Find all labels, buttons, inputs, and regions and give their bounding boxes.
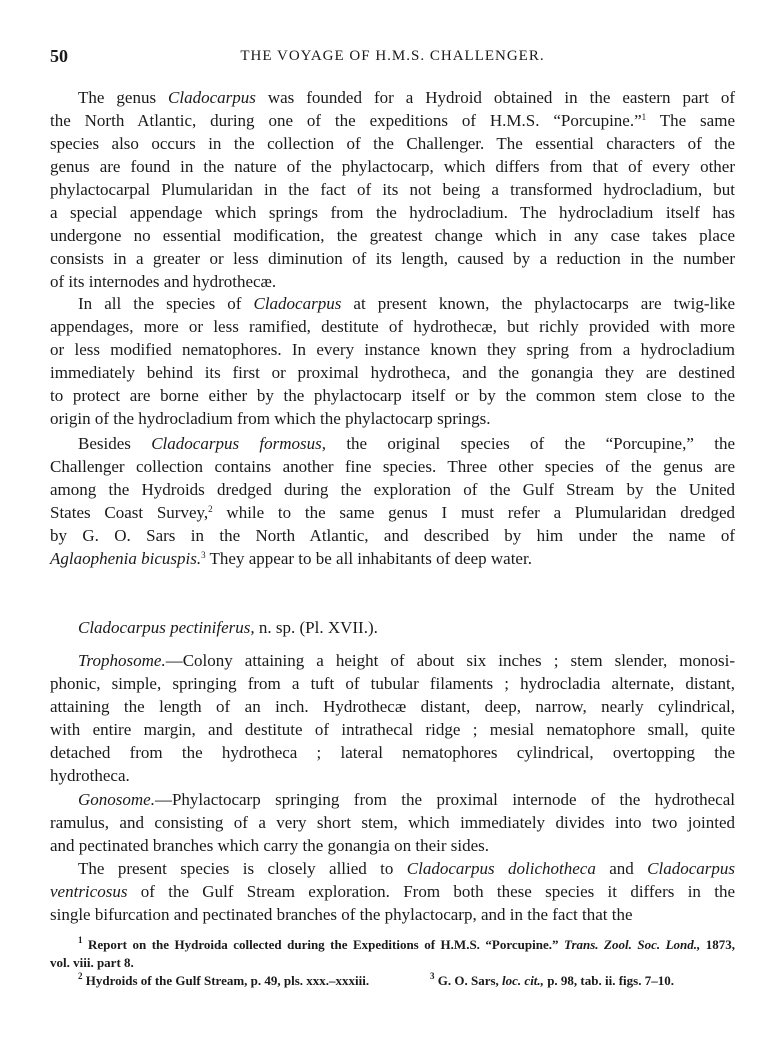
text-run: attaining the length of an inch. Hydrothecæ distant, deep, narrow, nearly cylindrical, [50, 697, 735, 716]
text-run: In all the species of [78, 294, 254, 313]
footnote-2 [78, 972, 369, 990]
text-run: of its internodes and hydrothecæ. [50, 272, 277, 291]
paragraph [50, 857, 735, 926]
text-run: at present known, the phylactocarps are twig-like [341, 294, 735, 313]
text-run: genus are found in the nature of the phylactocarp, which differs from that of every other [50, 157, 735, 176]
text-line [50, 455, 735, 478]
italic-text: Trophosome. [78, 651, 166, 670]
italic-text: Cladocarpus [168, 88, 256, 107]
italic-text: ventricosus [50, 882, 128, 901]
text-run: Challenger collection contains another fine species. Three other species of the genus are [50, 457, 735, 476]
text-line [50, 880, 735, 903]
italic-text: Cladocarpus [647, 859, 735, 878]
text-line [50, 247, 735, 270]
text-line [50, 361, 735, 384]
paragraph [50, 292, 735, 430]
text-line [50, 384, 735, 407]
running-header [50, 46, 735, 68]
text-run: and [595, 859, 648, 878]
text-line [50, 292, 735, 315]
text-line [50, 224, 735, 247]
gonosome-paragraph [50, 788, 735, 857]
footnote-year: 1873, [700, 937, 736, 952]
italic-text: Cladocarpus [253, 294, 342, 313]
text-run: of the Gulf Stream exploration. From both these species it differs in the [127, 882, 735, 901]
text-line [50, 478, 735, 501]
text-line [50, 338, 735, 361]
footnote-reference: 2 [208, 504, 213, 514]
text-run: the original species of the “Porcupine,” the [325, 434, 735, 453]
text-line [50, 718, 735, 741]
footnote-ref: loc. cit., [502, 973, 544, 988]
text-line [50, 547, 735, 570]
footnote-text: Hydroids of the Gulf Stream, p. 49, pls. xxx.–xxxiii. [82, 973, 370, 988]
text-run: The same [646, 111, 735, 130]
text-line [50, 524, 735, 547]
footnote-1 [50, 936, 735, 972]
footnote-text: Report on the Hydroida collected during the Expeditions of H.M.S. “Porcupine.” [82, 937, 559, 952]
text-run: the North Atlantic, during one of the expeditions of H.M.S. “Porcupine.” [50, 111, 642, 130]
text-line [50, 155, 735, 178]
text-run: single bifurcation and pectinated branches of the phylactocarp, and in the fact that the [50, 905, 633, 924]
footnote-mark: 3 [430, 971, 435, 981]
text-run: immediately behind its first or proximal hydrotheca, and the gonangia they are destined [50, 363, 735, 382]
text-run: —Colony attaining a height of about six inches ; stem slender, monosi- [165, 651, 735, 670]
footnote-continuation: vol. viii. part 8. [50, 955, 134, 970]
text-line [50, 811, 735, 834]
text-line [50, 788, 735, 811]
species-heading-rest: n. sp. (Pl. XVII.). [254, 618, 378, 637]
text-line [50, 695, 735, 718]
text-run: undergone no essential modification, the greatest change which in any case takes place [50, 226, 735, 245]
text-line [50, 649, 735, 672]
footnote-text: p. 98, tab. ii. figs. 7–10. [543, 973, 674, 988]
text-line [50, 178, 735, 201]
text-run: appendages, more or less ramified, destitute of hydrothecæ, but richly provided with more [50, 317, 735, 336]
footnote-mark: 2 [78, 971, 83, 981]
text-line [50, 834, 735, 857]
text-run: and pectinated branches which carry the gonangia on their sides. [50, 836, 490, 855]
text-run: The genus [78, 88, 169, 107]
footnote-text: G. O. Sars, [434, 973, 503, 988]
trophosome-paragraph [50, 649, 735, 787]
text-run: They appear to be all inhabitants of deep water. [205, 549, 532, 568]
text-run: by G. O. Sars in the North Atlantic, and described by him under the name of [50, 526, 735, 545]
text-run: ramulus, and consisting of a very short stem, which immediately divides into two jointed [50, 813, 735, 832]
text-line [50, 109, 735, 132]
text-run: consists in a greater or less diminution of its length, caused by a reduction in the number [50, 249, 735, 268]
text-run: States Coast Survey, [50, 503, 209, 522]
page-number: 50 [50, 46, 68, 66]
text-run: The present species is closely allied to [78, 859, 407, 878]
text-run: a special appendage which springs from the hydrocladium. The hydrocladium itself has [50, 203, 735, 222]
italic-text: Cladocarpus formosus, [151, 434, 326, 453]
text-line [50, 86, 735, 109]
footnote-journal: Trans. Zool. Soc. Lond., [564, 937, 701, 952]
species-name: Cladocarpus pectiniferus, [78, 618, 255, 637]
text-line [50, 201, 735, 224]
text-run: or less modified nematophores. In every instance known they spring from a hydrocladium [50, 340, 735, 359]
text-run: while to the same genus I must refer a Plumularidan dredged [212, 503, 736, 522]
footnote-reference: 3 [201, 550, 206, 560]
text-line [50, 903, 735, 926]
text-run: origin of the hydrocladium from which the phylactocarp springs. [50, 409, 491, 428]
text-line [50, 132, 735, 155]
text-line [50, 764, 735, 787]
text-line [50, 315, 735, 338]
footnote-reference: 1 [641, 112, 647, 122]
text-run: phylactocarpal Plumularidan in the fact of its not being a transformed hydrocladium, but [50, 180, 735, 199]
footnote-mark: 1 [78, 935, 83, 945]
text-line [50, 501, 735, 524]
text-line [50, 270, 735, 293]
text-run: was founded for a Hydroid obtained in the eastern part of [255, 88, 736, 107]
text-run: with entire margin, and destitute of intrathecal ridge ; mesial nematophore small, quite [50, 720, 735, 739]
text-run: species also occurs in the collection of the Challenger. The essential characters of the [50, 134, 735, 153]
text-run: among the Hydroids dredged during the exploration of the Gulf Stream by the United [50, 480, 735, 499]
text-line [50, 672, 735, 695]
italic-text: Aglaophenia bicuspis. [50, 549, 202, 568]
text-line [50, 857, 735, 880]
italic-text: Cladocarpus dolichotheca [406, 859, 596, 878]
text-run: Besides [78, 434, 152, 453]
text-run: to protect are borne either by the phylactocarp itself or by the common stem close to the [50, 386, 735, 405]
text-run: hydrotheca. [50, 766, 130, 785]
text-run: detached from the hydrotheca ; lateral nematophores cylindrical, overtopping the [50, 743, 735, 762]
running-title: THE VOYAGE OF H.M.S. CHALLENGER. [240, 48, 545, 64]
text-run: phonic, simple, springing from a tuft of tubular filaments ; hydrocladia alternate, distant, [50, 674, 735, 693]
species-heading [78, 616, 378, 639]
paragraph [50, 86, 735, 293]
text-line [50, 432, 735, 455]
text-run: —Phylactocarp springing from the proximal internode of the hydrothecal [154, 790, 735, 809]
italic-text: Gonosome. [78, 790, 155, 809]
paragraph [50, 432, 735, 570]
footnote-3 [430, 972, 674, 990]
text-line [50, 741, 735, 764]
text-line [50, 407, 735, 430]
